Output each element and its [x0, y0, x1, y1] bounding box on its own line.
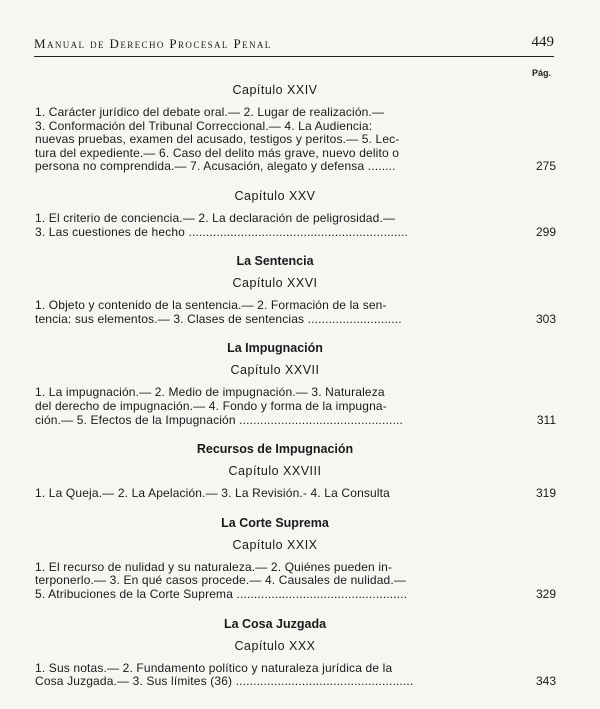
chapter-title: Capítulo XXIX [232, 537, 318, 552]
topic-line: del derecho de impugnación.— 4. Fondo y forma de la impugna- [35, 399, 387, 413]
table-of-contents [35, 78, 560, 689]
topic-line: Cosa Juzgada.— 3. Sus límites (36) ................................................... [35, 675, 414, 689]
chapter-topics [35, 561, 515, 602]
page-reference: 343 [535, 674, 556, 689]
topic-line: 1. Carácter jurídico del debate oral.— 2. Lugar de realización.— [35, 106, 385, 119]
toc-section [35, 616, 560, 689]
chapter-title: Capítulo XXV [234, 188, 316, 203]
page-reference: 319 [535, 486, 556, 501]
topic-line: 3. Conformación del Tribunal Correccional.— 4. La Audiencia: [35, 119, 373, 133]
page-reference: 311 [536, 412, 556, 427]
topic-line: 1. El criterio de conciencia.— 2. La declaración de peligrosidad.— [35, 211, 396, 225]
topic-line: ción.— 5. Efectos de la Impugnación ............................................... [35, 413, 403, 427]
section-heading: La Impugnación [227, 341, 323, 356]
topic-line: persona no comprendida.— 7. Acusación, alegato y defensa ........ [35, 160, 396, 174]
topic-line: 1. La impugnación.— 2. Medio de impugnación.— 3. Naturaleza [35, 386, 385, 400]
toc-section [35, 340, 560, 427]
page-reference: 329 [535, 586, 556, 601]
toc-section [35, 253, 560, 326]
topic-line: 5. Atribuciones de la Corte Suprema ................................................. [35, 587, 408, 601]
page-reference: 303 [535, 311, 556, 326]
chapter-topics [35, 487, 515, 501]
section-heading: Recursos de Impugnación [196, 442, 354, 457]
page-reference: 299 [535, 224, 556, 239]
topic-line: 1. El recurso de nulidad y su naturaleza.— 2. Quiénes pueden in- [35, 560, 393, 574]
section-heading: La Corte Suprema [221, 515, 329, 530]
topic-line: 1. Sus notas.— 2. Fundamento político y naturaleza jurídica de la [35, 661, 393, 675]
chapter-title: Capítulo XXVII [230, 363, 320, 378]
page-reference: 275 [535, 159, 556, 174]
page-number: 449 [531, 34, 554, 50]
chapter-topics [35, 212, 515, 239]
toc-section [35, 82, 560, 174]
chapter-title: Capítulo XXX [234, 638, 316, 653]
section-heading: La Sentencia [236, 254, 314, 269]
topic-line: tencia: sus elementos.— 3. Clases de sentencias ........................... [35, 312, 402, 326]
toc-section [35, 441, 560, 501]
chapter-topics [35, 662, 515, 689]
topic-line: 3. Las cuestiones de hecho ............................................................... [35, 225, 408, 239]
running-header [34, 34, 554, 57]
running-title: Manual de Derecho Procesal Penal [34, 36, 272, 51]
page-column-label: Pág. [532, 68, 552, 78]
chapter-title: Capítulo XXIV [232, 83, 318, 97]
topic-line: terponerlo.— 3. En qué casos procede.— 4. Causales de nulidad.— [35, 574, 406, 588]
chapter-title: Capítulo XXVIII [228, 464, 322, 479]
toc-section [35, 515, 560, 602]
chapter-topics [35, 386, 515, 427]
topic-line: tura del expediente.— 6. Caso del delito más grave, nuevo delito o [35, 146, 400, 160]
chapter-topics [35, 106, 515, 174]
chapter-topics [35, 299, 515, 326]
chapter-title: Capítulo XXVI [232, 276, 318, 291]
toc-section [35, 188, 560, 239]
topic-line: nuevas pruebas, examen del acusado, testigos y peritos.— 5. Lec- [35, 133, 400, 147]
topic-line: 1. La Queja.— 2. La Apelación.— 3. La Revisión.- 4. La Consulta [35, 487, 390, 501]
section-heading: La Cosa Juzgada [223, 616, 327, 631]
topic-line: 1. Objeto y contenido de la sentencia.— 2. Formación de la sen- [35, 299, 387, 313]
